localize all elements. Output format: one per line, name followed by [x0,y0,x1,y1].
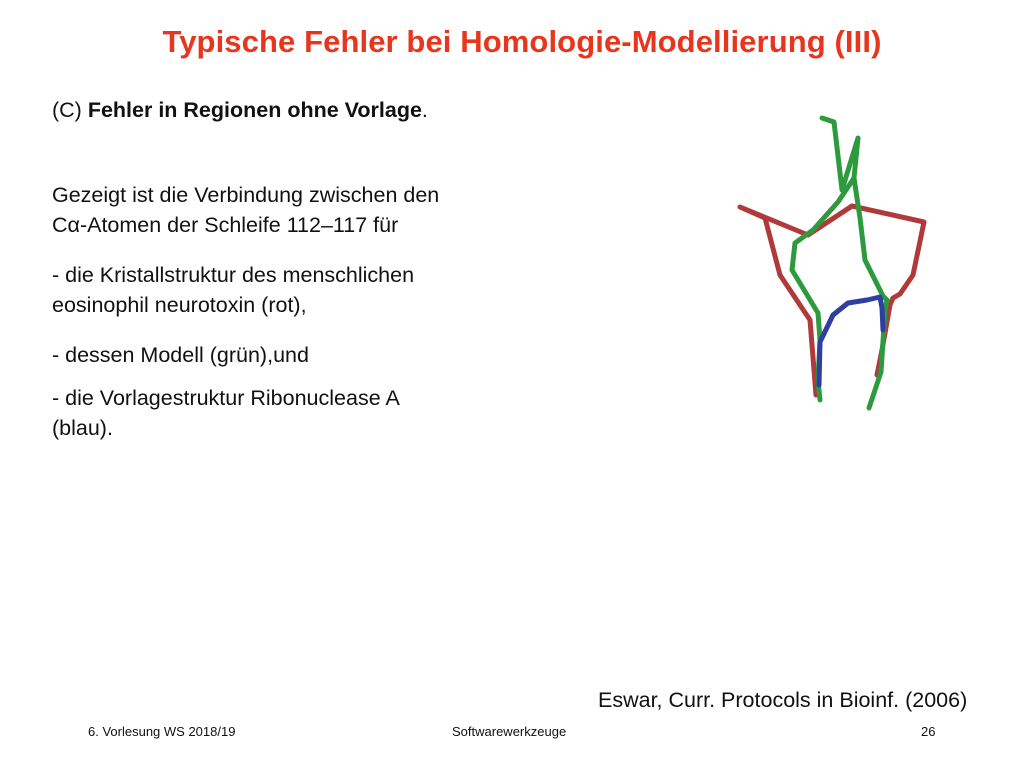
page-number: 26 [921,724,936,739]
red-crystal-trace [740,206,924,395]
bullet-template [52,383,400,443]
bullet-model [52,340,309,370]
subheading-prefix: (C) [52,98,88,122]
bullet-crystal-structure [52,260,414,320]
bullet-line: (blau). [52,416,113,440]
paragraph-line: Cα-Atomen der Schleife 112–117 für [52,213,399,237]
bullet-line: - die Kristallstruktur des menschlichen [52,263,415,287]
subheading-bold: Fehler in Regionen ohne Vorlage [87,98,422,122]
subheading [52,95,428,125]
blue-template-trace [819,297,883,385]
bullet-line: - dessen Modell (grün),und [52,343,309,367]
citation: Eswar, Curr. Protocols in Bioinf. (2006) [598,688,968,712]
subheading-suffix: . [421,98,428,122]
bullet-line: - die Vorlagestruktur Ribonuclease A [52,386,400,410]
description-paragraph [52,180,439,240]
green-model-trace [792,118,858,400]
paragraph-line: Gezeigt ist die Verbindung zwischen den [52,183,440,207]
footer-course: 6. Vorlesung WS 2018/19 [88,724,236,739]
bullet-line: eosinophil neurotoxin (rot), [52,293,307,317]
slide-title: Typische Fehler bei Homologie-Modellierung (III) [162,24,882,59]
footer-topic: Softwarewerkzeuge [452,724,567,739]
loop-backbone-figure [730,110,930,420]
